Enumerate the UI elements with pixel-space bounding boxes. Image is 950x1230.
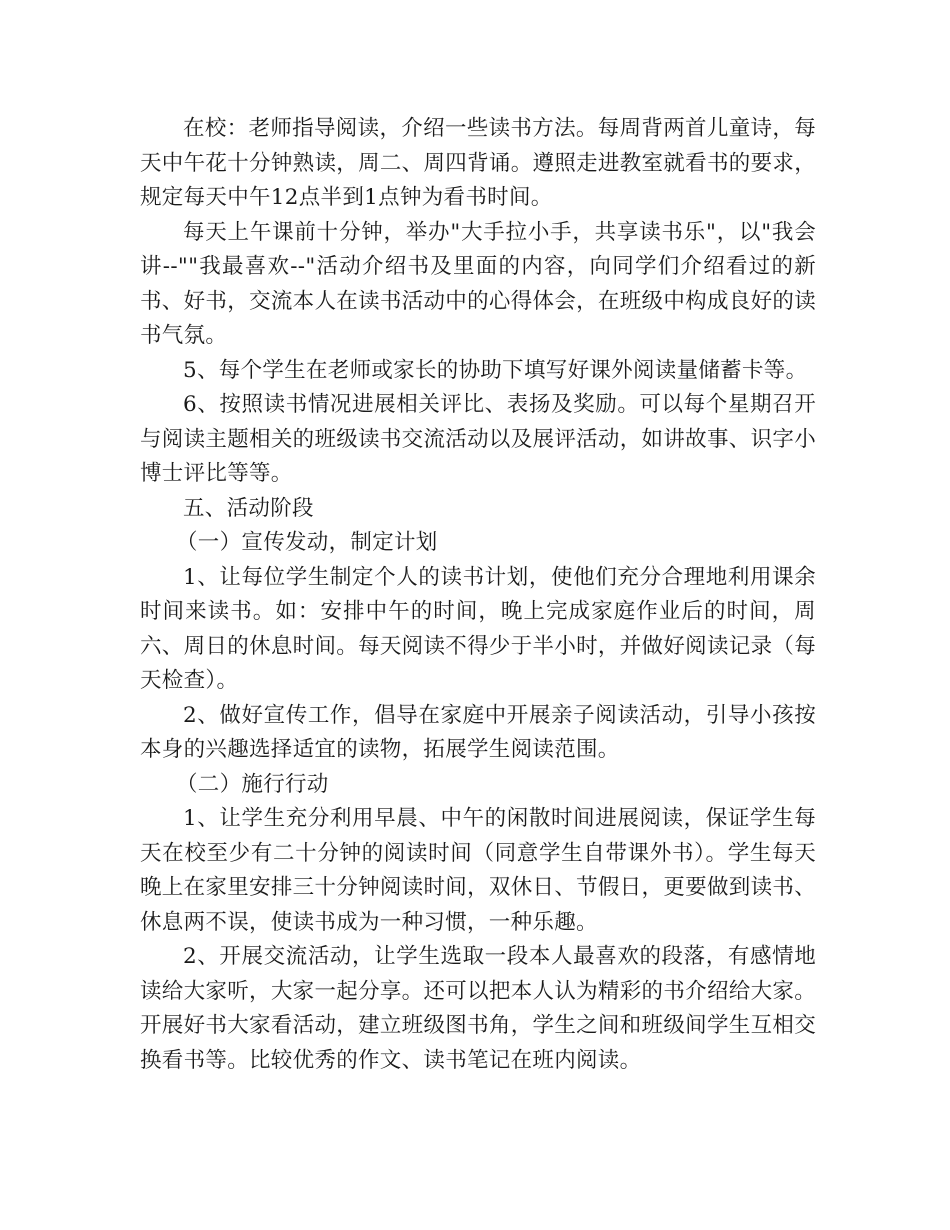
paragraph-free-time-reading: 1、让学生充分利用早晨、中午的闲散时间进展阅读，保证学生每天在校至少有二十分钟的阅读时间（同意学生自带课外书）。学生每天晚上在家里安排三十分钟阅读时间，双休日、节假日，更要做到读书、休息两不误，使读书成为一种习惯，一种乐趣。	[140, 806, 816, 935]
paragraph-publicity-work: 2、做好宣传工作，倡导在家庭中开展亲子阅读活动，引导小孩按本身的兴趣选择适宜的读物，拓展学生阅读范围。	[140, 702, 816, 762]
subheading-implementation: （二）施行行动	[176, 771, 329, 797]
section-heading-activity-stages: 五、活动阶段	[183, 495, 314, 521]
document-page	[140, 112, 816, 1078]
paragraph-exchange-activities: 2、开展交流活动，让学生选取一段本人最喜欢的段落，有感情地读给大家听，大家一起分享。还可以把本人认为精彩的书介绍给大家。开展好书大家看活动，建立班级图书角，学生之间和班级间学生互相交换看书等。比较优秀的作文、读书笔记在班内阅读。	[140, 944, 816, 1073]
paragraph-reading-plan: 1、让每位学生制定个人的读书计划，使他们充分合理地利用课余时间来读书。如：安排中午的时间，晚上完成家庭作业后的时间，周六、周日的休息时间。每天阅读不得少于半小时，并做好阅读记录（每天检查）。	[140, 564, 816, 693]
subheading-publicity-planning: （一）宣传发动，制定计划	[176, 530, 438, 555]
paragraph-in-school-reading: 在校：老师指导阅读，介绍一些读书方法。每周背两首儿童诗，每天中午花十分钟熟读，周二、周四背诵。遵照走进教室就看书的要求，规定每天中午12点半到1点钟为看书时间。	[140, 116, 816, 210]
paragraph-item-6: 6、按照读书情况进展相关评比、表扬及奖励。可以每个星期召开与阅读主题相关的班级读书交流活动以及展评活动，如讲故事、识字小博士评比等等。	[140, 392, 816, 486]
paragraph-item-5: 5、每个学生在老师或家长的协助下填写好课外阅读量储蓄卡等。	[183, 357, 808, 383]
paragraph-morning-activity: 每天上午课前十分钟，举办"大手拉小手，共享读书乐"，以"我会讲--""我最喜欢--"活动介绍书及里面的内容，向同学们介绍看过的新书、好书，交流本人在读书活动中的心得体会，在班级中构成良好的读书气氛。	[140, 219, 816, 348]
